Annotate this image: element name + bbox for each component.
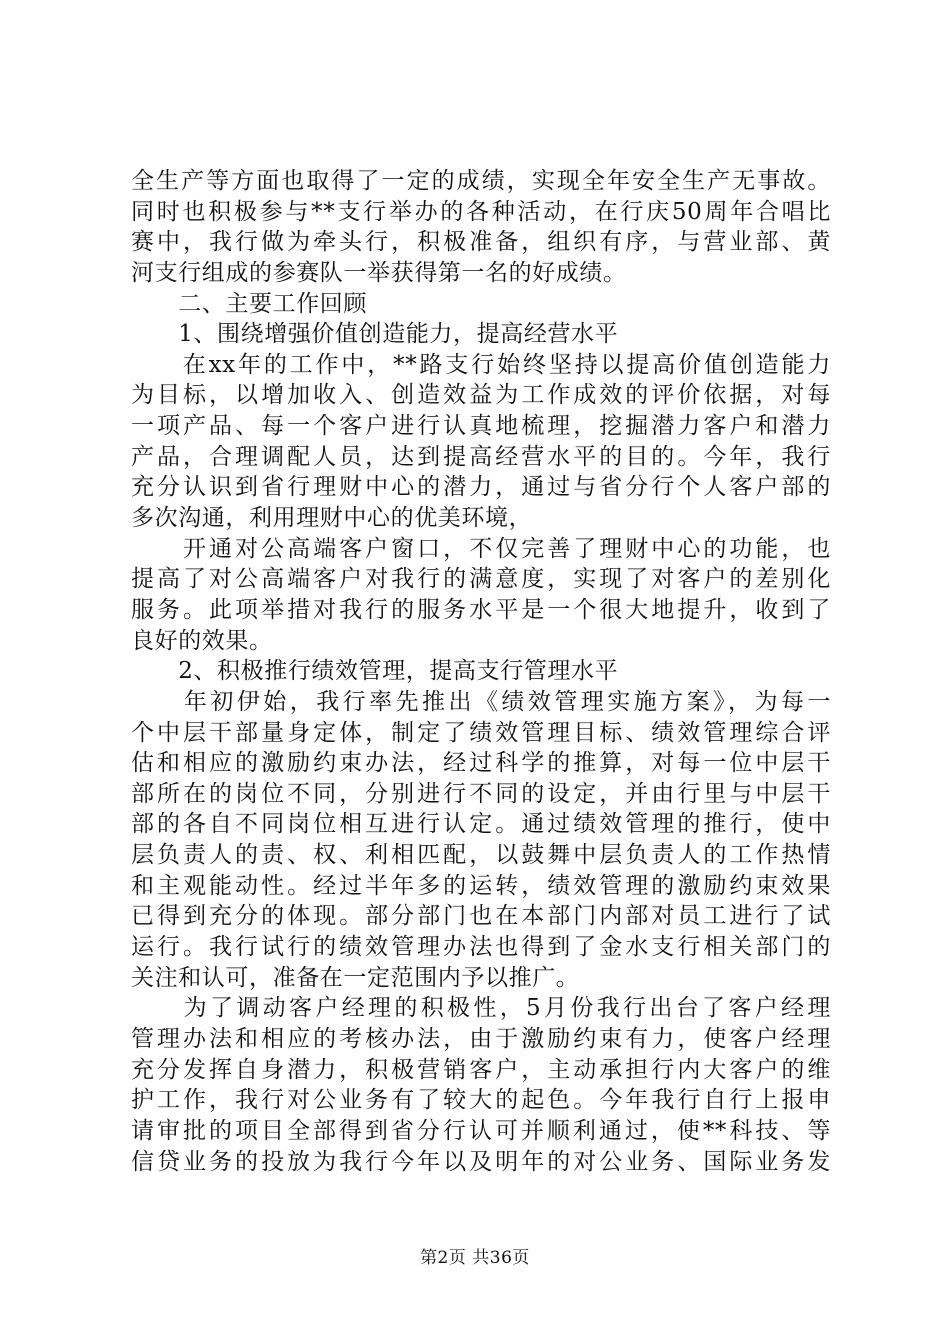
- body-text: [131, 166, 831, 1177]
- text-line: 全生产等方面也取得了一定的成绩，实现全年安全生产无事故。: [131, 168, 831, 194]
- text-line: 管理办法和相应的考核办法，由于激励约束有力，使客户经理: [131, 1025, 831, 1052]
- text-line: 同时也积极参与**支行举办的各种活动，在行庆50周年合唱比: [131, 198, 831, 225]
- text-line: 充分发挥自身潜力，积极营销客户，主动承担行内大客户的维: [131, 1056, 831, 1083]
- text-line: 已得到充分的体现。部分部门也在本部门内部对员工进行了试: [131, 903, 831, 930]
- text-line: 估和相应的激励约束办法，经过科学的推算，对每一位中层干: [131, 750, 831, 777]
- text-line: 和主观能动性。经过半年多的运转，绩效管理的激励约束效果: [131, 872, 831, 899]
- text-line: 赛中，我行做为牵头行，积极准备，组织有序，与营业部、黄: [131, 229, 831, 256]
- subsection-heading: 1、围绕增强价值创造能力，提高经营水平: [131, 321, 619, 348]
- text-line: 提高了对公高端客户对我行的满意度，实现了对客户的差别化: [131, 566, 831, 593]
- text-line: 关注和认可，准备在一定范围内予以推广。: [131, 964, 580, 991]
- text-line: 部的各自不同岗位相互进行认定。通过绩效管理的推行，使中: [131, 811, 831, 838]
- text-line: 开通对公高端客户窗口，不仅完善了理财中心的功能，也: [131, 535, 831, 562]
- text-line: 一项产品、每一个客户进行认真地梳理，挖掘潜力客户和潜力: [131, 413, 831, 440]
- text-line: 请审批的项目全部得到省分行认可并顺利通过，使**科技、等: [131, 1117, 831, 1144]
- text-line: 良好的效果。: [131, 627, 273, 654]
- section-heading: 二、主要工作回顾: [131, 290, 367, 317]
- text-line: 信贷业务的投放为我行今年以及明年的对公业务、国际业务发: [131, 1148, 831, 1175]
- subsection-heading: 2、积极推行绩效管理，提高支行管理水平: [131, 658, 619, 685]
- text-line: 运行。我行试行的绩效管理办法也得到了金水支行相关部门的: [131, 934, 831, 961]
- text-line: 年初伊始，我行率先推出《绩效管理实施方案》，为每一: [131, 688, 831, 715]
- text-line: 个中层干部量身定体，制定了绩效管理目标、绩效管理综合评: [131, 719, 831, 746]
- text-line: 河支行组成的参赛队一举获得第一名的好成绩。: [131, 259, 627, 286]
- text-line: 在xx年的工作中，**路支行始终坚持以提高价值创造能力: [131, 351, 831, 378]
- text-line: 部所在的岗位不同，分别进行不同的设定，并由行里与中层干: [131, 780, 831, 807]
- text-line: 服务。此项举措对我行的服务水平是一个很大地提升，收到了: [131, 596, 831, 623]
- text-line: 层负责人的责、权、利相匹配，以鼓舞中层负责人的工作热情: [131, 842, 831, 869]
- text-line: 为了调动客户经理的积极性，5月份我行出台了客户经理: [131, 995, 831, 1022]
- text-line: 产品，合理调配人员，达到提高经营水平的目的。今年，我行: [131, 443, 831, 470]
- text-line: 护工作，我行对公业务有了较大的起色。今年我行自行上报申: [131, 1087, 831, 1114]
- text-line: 为目标，以增加收入、创造效益为工作成效的评价依据，对每: [131, 382, 831, 409]
- page-number-footer: 第2页 共36页: [420, 1248, 530, 1268]
- text-line: 充分认识到省行理财中心的潜力，通过与省分行个人客户部的: [131, 474, 831, 501]
- text-line: 多次沟通，利用理财中心的优美环境，: [131, 505, 533, 532]
